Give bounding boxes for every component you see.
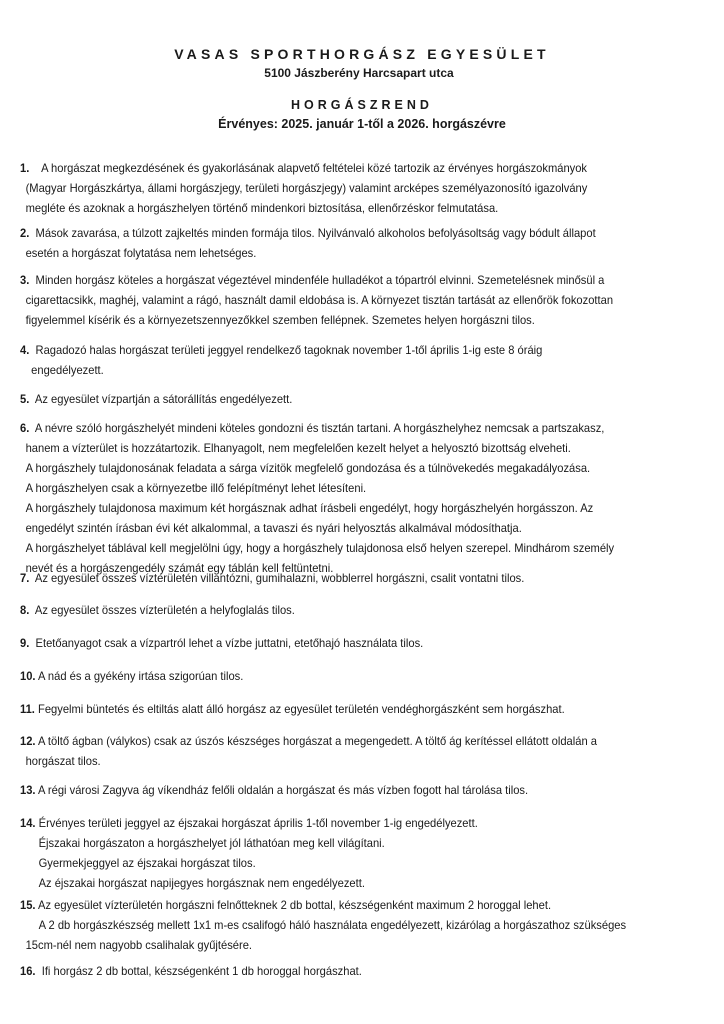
rule-number: 10.	[20, 669, 36, 683]
rule-text: hanem a vízterület is hozzátartozik. Elhanyagolt, nem megfelelően kezelt helyet a helyosztó bizottság elveheti.	[25, 441, 571, 455]
rule-8	[20, 600, 708, 620]
rule-text: nevét és a horgászengedély számát egy táblán kell feltüntetni.	[25, 561, 334, 575]
rule-number: 14.	[20, 816, 36, 830]
rule-number: 15.	[20, 898, 36, 912]
rule-text: Fegyelmi büntetés és eltiltás alatt álló horgász az egyesület területén vendéghorgászként sem horgászhat.	[38, 702, 565, 716]
validity-statement: Érvényes: 2025. január 1-től a 2026. horgászévre	[218, 117, 506, 131]
rule-text: Az éjszakai horgászat napijegyes horgásznak nem engedélyezett.	[38, 876, 365, 890]
rule-text: Ifi horgász 2 db bottal, készségenként 1 db horoggal horgászhat.	[41, 964, 362, 978]
rule-1	[20, 158, 708, 218]
rule-number: 1.	[20, 161, 30, 175]
rule-text: Az egyesület összes vízterületén villantózni, gumihalazni, wobblerrel horgászni, csalit vontatni tilos.	[34, 571, 525, 585]
rule-7	[20, 568, 708, 588]
rule-text: esetén a horgászat folytatása nem lehetséges.	[25, 246, 257, 260]
rule-text: cigarettacsikk, maghéj, valamint a rágó, használt damil eldobása is. A környezet tisztán tartását az ellenőrök fokozottan	[25, 293, 614, 307]
rule-text: (Magyar Horgászkártya, állami horgászjegy, területi horgászjegy) valamint arcképes személyazonosító igazolvány	[25, 181, 588, 195]
rule-text: A régi városi Zagyva ág víkendház felőli oldalán a horgászat és más vízben fogott hal tárolása tilos.	[38, 783, 529, 797]
rule-text: engedélyezett.	[31, 363, 104, 377]
rule-13	[20, 780, 708, 800]
rule-number: 7.	[20, 571, 30, 585]
rule-text: Minden horgász köteles a horgászat végeztével mindenféle hulladékot a tópartról elvinni. Szemetelésnek minősül a	[35, 273, 605, 287]
rule-number: 13.	[20, 783, 36, 797]
rule-6	[20, 418, 708, 578]
rule-text: A horgászhelyet táblával kell megjelölni úgy, hogy a horgászhely tulajdonosa első helyen szerepel. Mindhárom személy	[25, 541, 615, 555]
rule-number: 11.	[20, 702, 35, 716]
rule-text: Az egyesület összes vízterületén a helyfoglalás tilos.	[34, 603, 295, 617]
rule-text: megléte és azoknak a horgászhelyen történő mindenkori biztosítása, ellenőrzéskor felmutatása.	[25, 201, 499, 215]
rule-text: A horgászat megkezdésének és gyakorlásának alapvető feltételei közé tartozik az érvényes horgászokmányok	[41, 161, 588, 175]
rule-15	[20, 895, 708, 955]
rule-number: 12.	[20, 734, 36, 748]
rule-text: horgászat tilos.	[25, 754, 101, 768]
organization-name: VASAS SPORTHORGÁSZ EGYESÜLET	[174, 46, 550, 62]
rule-text: Mások zavarása, a túlzott zajkeltés minden formája tilos. Nyilvánvaló alkoholos befolyásoltság vagy bódult állapot	[35, 226, 596, 240]
rule-16	[20, 961, 708, 981]
rule-number: 6.	[20, 421, 30, 435]
rule-3	[20, 270, 708, 330]
rule-text: engedélyt szintén írásban évi két alkalommal, a tavaszi és nyári helyosztás alkalmával módosíthatja.	[25, 521, 522, 535]
rule-text: Éjszakai horgászaton a horgászhelyet jól láthatóan meg kell világítani.	[38, 836, 385, 850]
rule-text: A névre szóló horgászhelyét mindeni köteles gondozni és tisztán tartani. A horgászhelyhez nemcsak a partszakasz,	[34, 421, 605, 435]
rule-number: 2.	[20, 226, 30, 240]
rule-text: A horgászhelyen csak a környezetbe illő felépítményt lehet létesíteni.	[25, 481, 367, 495]
rule-4	[20, 340, 708, 380]
rule-text: A 2 db horgászkészség mellett 1x1 m-es csalifogó háló használata engedélyezett, kizárólag a horgászathoz szükséges	[38, 918, 627, 932]
document-title: HORGÁSZREND	[291, 98, 433, 112]
rule-text: A horgászhely tulajdonosa maximum két horgásznak adhat írásbeli engedélyt, hogy horgászhelyén horgásszon. Az	[25, 501, 594, 515]
rule-2	[20, 223, 708, 263]
rule-text: Érvényes területi jeggyel az éjszakai horgászat április 1-től november 1-ig engedélyezett.	[38, 816, 478, 830]
rule-10	[20, 666, 708, 686]
rule-5	[20, 389, 708, 409]
rule-number: 4.	[20, 343, 30, 357]
rule-12	[20, 731, 708, 771]
rule-number: 16.	[20, 964, 36, 978]
rule-text: Az egyesület vízterületén horgászni felnőtteknek 2 db bottal, készségenként maximum 2 horoggal lehet.	[38, 898, 552, 912]
rule-14	[20, 813, 708, 893]
rule-number: 8.	[20, 603, 30, 617]
rule-text: Az egyesület vízpartján a sátorállítás engedélyezett.	[34, 392, 293, 406]
rule-number: 5.	[20, 392, 30, 406]
rule-text: Gyermekjeggyel az éjszakai horgászat tilos.	[38, 856, 256, 870]
rule-9	[20, 633, 708, 653]
rule-11	[20, 699, 708, 719]
rule-number: 3.	[20, 273, 30, 287]
rule-text: A horgászhely tulajdonosának feladata a sárga vízitök megfelelő gondozása és a túlnövekedés megakadályozása.	[25, 461, 591, 475]
rule-text: Ragadozó halas horgászat területi jeggyel rendelkező tagoknak november 1-től április 1-ig este 8 óráig	[35, 343, 543, 357]
rule-text: figyelemmel kísérik és a környezetszennyezőkkel szemben fellépnek. Szemetes helyen horgászni tilos.	[25, 313, 535, 327]
rule-text: Etetőanyagot csak a vízpartról lehet a vízbe juttatni, etetőhajó használata tilos.	[35, 636, 424, 650]
rule-text: A töltő ágban (válykos) csak az úszós készséges horgászat a megengedett. A töltő ág kerítéssel ellátott oldalán a	[38, 734, 597, 748]
organization-address: 5100 Jászberény Harcsapart utca	[264, 66, 454, 80]
rule-number: 9.	[20, 636, 30, 650]
rule-text: A nád és a gyékény irtása szigorúan tilos.	[38, 669, 244, 683]
rule-text: 15cm-nél nem nagyobb csalihalak gyűjtésére.	[25, 938, 253, 952]
